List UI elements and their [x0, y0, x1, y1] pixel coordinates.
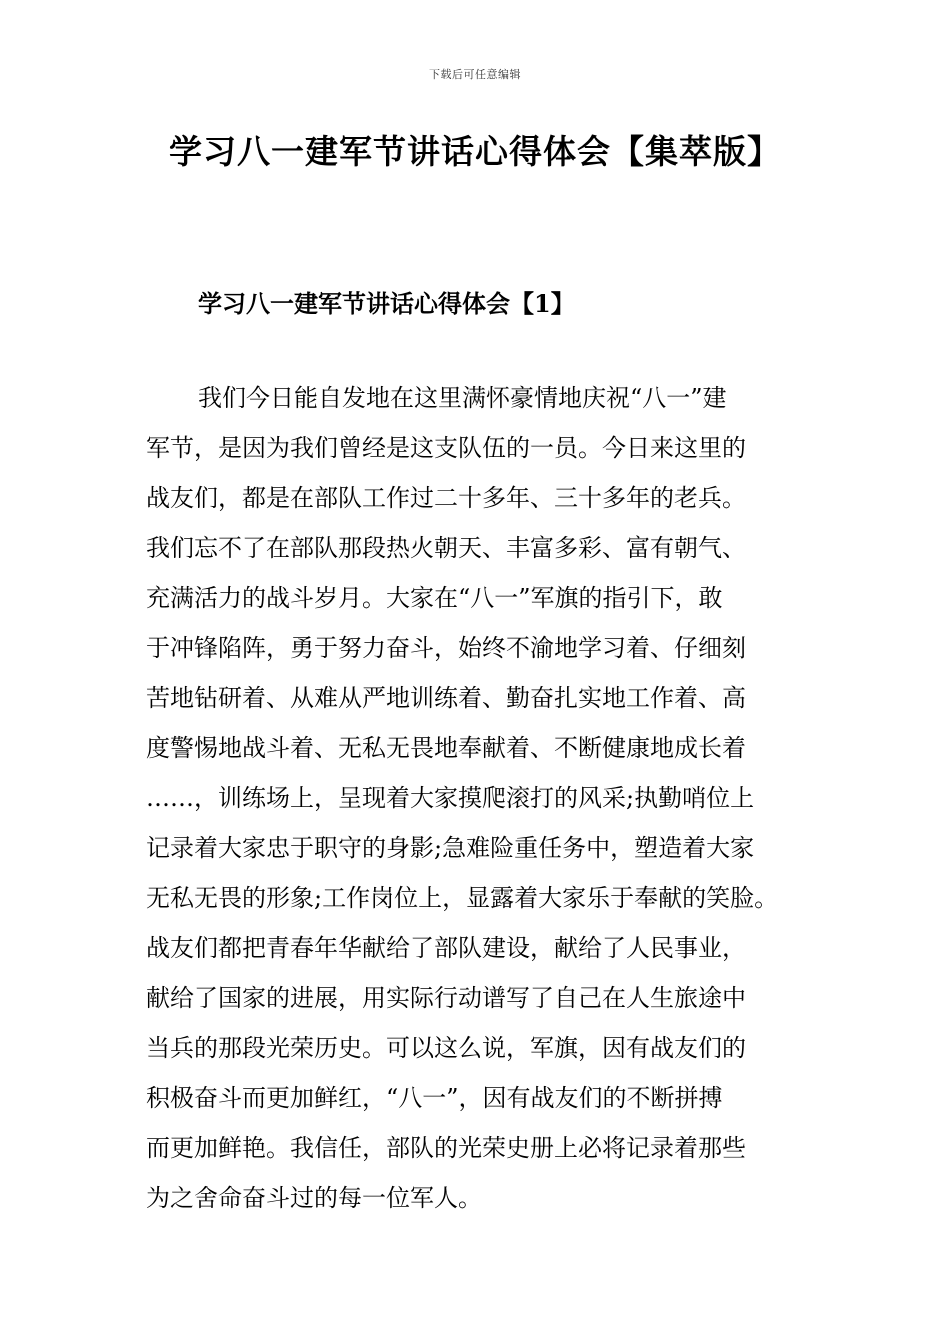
section-title: 学习八一建军节讲话心得体会【1】 — [198, 289, 575, 318]
paragraph-line: 而更加鲜艳。我信任，部队的光荣史册上必将记录着那些 — [146, 1134, 746, 1162]
paragraph-line: 我们忘不了在部队那段热火朝天、丰富多彩、富有朝气、 — [146, 534, 746, 562]
paragraph-line: 充满活力的战斗岁月。大家在“八一”军旗的指引下，敢 — [146, 584, 723, 612]
paragraph-line: 记录着大家忠于职守的身影;急难险重任务中，塑造着大家 — [146, 834, 755, 862]
paragraph-line: 为之舍命奋斗过的每一位军人。 — [146, 1184, 482, 1212]
paragraph-line: 当兵的那段光荣历史。可以这么说，军旗，因有战友们的 — [146, 1034, 746, 1062]
paragraph-line: 度警惕地战斗着、无私无畏地奉献着、不断健康地成长着 — [146, 734, 746, 762]
paragraph-line: 战友们都把青春年华献给了部队建设，献给了人民事业， — [146, 934, 746, 962]
paragraph-line: 战友们，都是在部队工作过二十多年、三十多年的老兵。 — [146, 484, 746, 512]
body-paragraph — [146, 378, 826, 1228]
paragraph-line: 无私无畏的形象;工作岗位上，显露着大家乐于奉献的笑脸。 — [146, 884, 779, 912]
paragraph-line: 我们今日能自发地在这里满怀豪情地庆祝“八一”建 — [198, 384, 727, 412]
paragraph-line: ……，训练场上，呈现着大家摸爬滚打的风采;执勤哨位上 — [146, 784, 755, 812]
paragraph-line: 苦地钻研着、从难从严地训练着、勤奋扎实地工作着、高 — [146, 684, 746, 712]
paragraph-line: 军节，是因为我们曾经是这支队伍的一员。今日来这里的 — [146, 434, 746, 462]
header-note: 下载后可任意编辑 — [429, 68, 521, 81]
document-title: 学习八一建军节讲话心得体会【集萃版】 — [169, 132, 781, 171]
paragraph-line: 积极奋斗而更加鲜红，“八一”，因有战友们的不断拼搏 — [146, 1084, 723, 1112]
paragraph-line: 于冲锋陷阵，勇于努力奋斗，始终不渝地学习着、仔细刻 — [146, 634, 746, 662]
paragraph-line: 献给了国家的进展，用实际行动谱写了自己在人生旅途中 — [146, 984, 746, 1012]
